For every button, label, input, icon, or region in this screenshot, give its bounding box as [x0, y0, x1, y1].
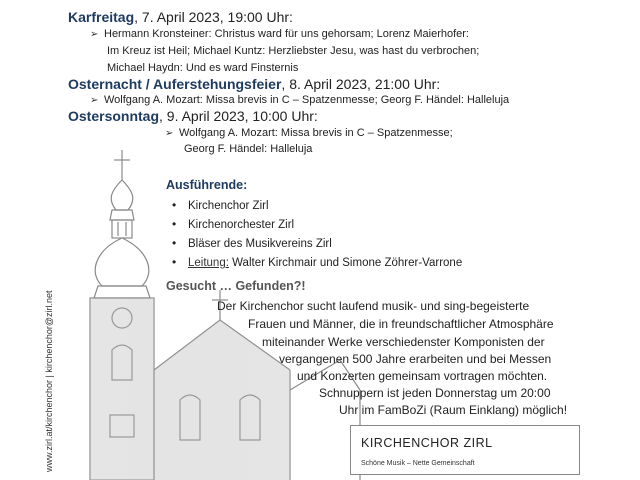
search-heading: Gesucht … Gefunden?!	[166, 279, 306, 293]
list-item	[90, 28, 469, 40]
list-item	[172, 236, 332, 250]
list-item	[172, 255, 462, 269]
list-item	[107, 62, 298, 74]
search-line-2: Frauen und Männer, die in freundschaftlicher Atmosphäre	[248, 317, 554, 331]
search-line-6: Schnuppern ist jeden Donnerstag um 20:00	[319, 386, 551, 400]
search-line-1: Der Kirchenchor sucht laufend musik- und sing-begeisterte	[217, 299, 530, 313]
bullet-dot-icon: •	[172, 236, 177, 250]
list-item	[90, 94, 509, 106]
choir-logo-title: KIRCHENCHOR ZIRL	[361, 436, 493, 450]
karfreitag-line-3: Michael Haydn: Und es ward Finsternis	[107, 62, 299, 74]
karfreitag-date: , 7. April 2023, 19:00 Uhr:	[134, 9, 293, 25]
search-line-7: Uhr im FamBoZi (Raum Einklang) möglich!	[339, 403, 568, 417]
bullet-dot-icon: •	[172, 217, 177, 231]
arrow-bullet-icon: ➢	[90, 95, 99, 106]
choir-logo-subtitle: Schöne Musik – Nette Gemeinschaft	[361, 460, 475, 467]
search-line-3: miteinander Werke verschiedenster Komponisten der	[262, 335, 545, 349]
karfreitag-day: Karfreitag	[68, 9, 135, 25]
osternacht-date: , 8. April 2023, 21:00 Uhr:	[281, 76, 441, 92]
arrow-bullet-icon: ➢	[90, 29, 99, 40]
list-item	[107, 45, 479, 57]
ostersonntag-line-2: Georg F. Händel: Halleluja	[184, 143, 313, 155]
bullet-dot-icon: •	[172, 255, 177, 269]
list-item	[184, 143, 312, 155]
osternacht-day: Osternacht / Auferstehungsfeier	[68, 76, 282, 92]
ostersonntag-heading	[68, 108, 318, 124]
list-item	[172, 198, 269, 212]
osternacht-line-1: Wolfgang A. Mozart: Missa brevis in C – Spatzenmesse; Georg F. Händel: Halleluja	[104, 94, 510, 106]
osternacht-heading	[68, 76, 440, 92]
list-item	[172, 217, 294, 231]
list-item	[165, 127, 453, 139]
lead-text: Walter Kirchmair und Simone Zöhrer-Varrone	[228, 257, 463, 269]
karfreitag-heading	[68, 9, 293, 25]
performer-3: Bläser des Musikvereins Zirl	[188, 238, 332, 250]
search-line-4: vergangenen 500 Jahre erarbeiten und bei Messen	[279, 352, 552, 366]
arrow-bullet-icon: ➢	[165, 128, 174, 139]
karfreitag-line-1: Hermann Kronsteiner: Christus ward für uns gehorsam; Lorenz Maierhofer:	[104, 28, 469, 40]
lead-label: Leitung:	[188, 257, 229, 269]
ostersonntag-day: Ostersonntag	[68, 108, 160, 124]
ostersonntag-line-1: Wolfgang A. Mozart: Missa brevis in C – Spatzenmesse;	[179, 127, 453, 139]
search-line-5: und Konzerten gemeinsam vortragen möchten.	[297, 369, 548, 383]
performer-2: Kirchenorchester Zirl	[188, 219, 295, 231]
karfreitag-line-2: Im Kreuz ist Heil; Michael Kuntz: Herzliebster Jesu, was hast du verbrochen;	[107, 45, 480, 57]
ostersonntag-date: , 9. April 2023, 10:00 Uhr:	[159, 108, 318, 124]
side-contact-text: www.zirl.at/kirchenchor | kirchenchor@zirl.net	[44, 290, 54, 472]
choir-logo-box	[350, 425, 580, 475]
performer-1: Kirchenchor Zirl	[188, 200, 269, 212]
bullet-dot-icon: •	[172, 198, 177, 212]
performers-heading: Ausführende:	[166, 178, 248, 192]
